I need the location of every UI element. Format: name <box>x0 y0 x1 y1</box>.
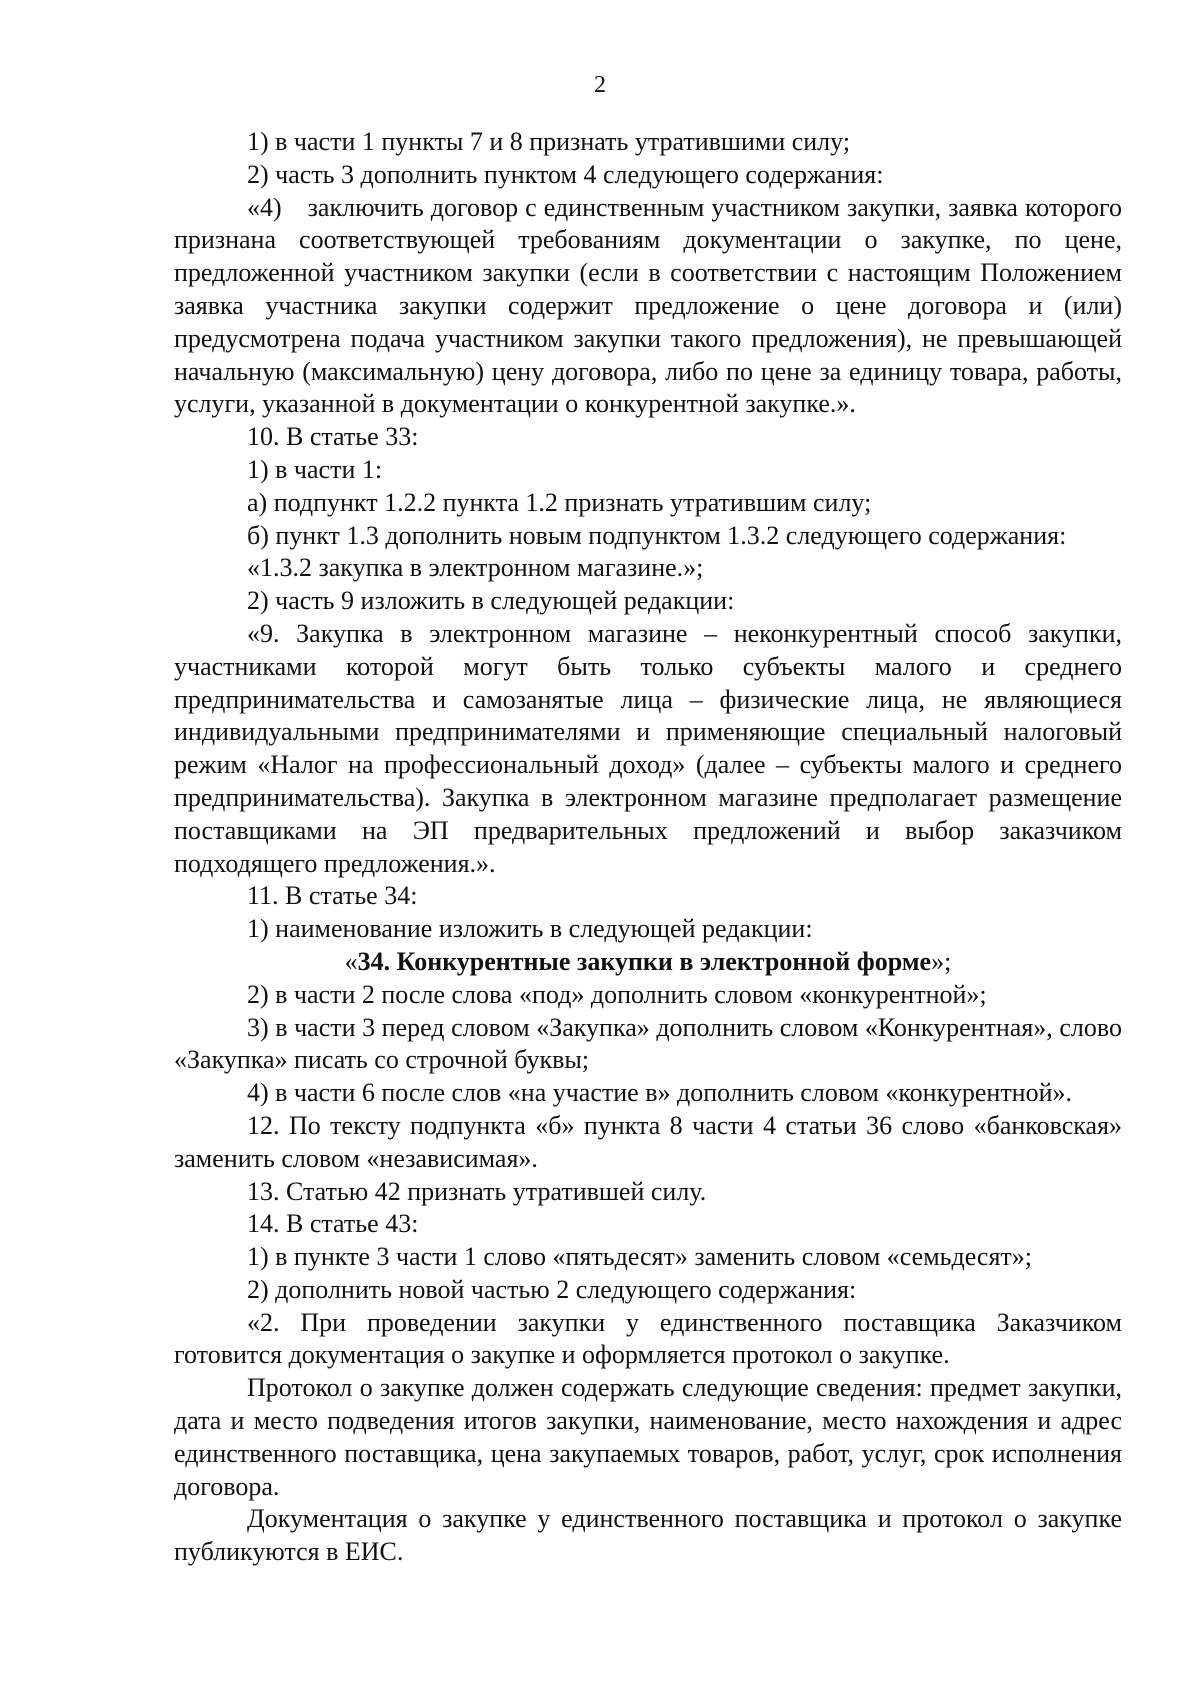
paragraph-7: б) пункт 1.3 дополнить новым подпунктом 1.3.2 следующего содержания: <box>247 520 1067 550</box>
paragraph-23: Документация о закупке у единственного поставщика и протокол о закупке публикуются в ЕИС. <box>174 1504 1122 1567</box>
article-heading <box>174 946 1122 979</box>
page-number: 2 <box>594 72 606 98</box>
document-body <box>174 126 1122 1569</box>
paragraph-1: 1) в части 1 пункты 7 и 8 признать утратившими силу; <box>247 127 851 156</box>
paragraph-5: 1) в части 1: <box>247 454 383 484</box>
paragraph-13: 2) в части 2 после слова «под» дополнить словом «конкурентной»; <box>247 979 987 1009</box>
paragraph-12: 1) наименование изложить в следующей редакции: <box>247 914 813 944</box>
paragraph-6: а) подпункт 1.2.2 пункта 1.2 признать утратившим силу; <box>247 487 872 517</box>
paragraph-9: 2) часть 9 изложить в следующей редакции: <box>247 586 735 616</box>
heading-title: 34. Конкурентные закупки в электронной форме <box>357 946 932 976</box>
paragraph-18: 14. В статье 43: <box>247 1209 419 1239</box>
heading-close: »; <box>931 946 952 976</box>
paragraph-11: 11. В статье 34: <box>247 881 418 911</box>
paragraph-15: 4) в части 6 после слов «на участие в» дополнить словом «конкурентной». <box>247 1078 1073 1108</box>
paragraph-22: Протокол о закупке должен содержать следующие сведения: предмет закупки, дата и место подведения итогов закупки, наименование, место нахождения и адрес единственного поставщика, цена закупаемых товаров, работ, услуг, срок исполнения договора. <box>174 1373 1122 1501</box>
paragraph-14: 3) в части 3 перед словом «Закупка» дополнить словом «Конкурентная», слово «Закупка» писать со строчной буквы; <box>174 1012 1122 1075</box>
paragraph-8: «1.3.2 закупка в электронном магазине.»; <box>247 553 704 583</box>
paragraph-3: «4) заключить договор с единственным участником закупки, заявка которого признана соответствующей требованиям документации о закупке, по цене, предложенной участником закупки (если в соответствии с настоящим Положением заявка участника закупки содержит предложение о цене договора и (или) предусмотрена подача участником закупки такого предложения), не превышающей начальную (максимальную) цену договора, либо по цене за единицу товара, работы, услуги, указанной в документации о конкурентной закупке.». <box>174 192 1122 419</box>
paragraph-10: «9. Закупка в электронном магазине – неконкурентный способ закупки, участниками которой могут быть только субъекты малого и среднего предпринимательства и самозанятые лица – физические лица, не являющиеся индивидуальными предпринимателями и применяющие специальный налоговый режим «Налог на профессиональный доход» (далее – субъекты малого и среднего предпринимательства). Закупка в электронном магазине предполагает размещение поставщиками на ЭП предварительных предложений и выбор заказчиком подходящего предложения.». <box>174 618 1122 878</box>
paragraph-19: 1) в пункте 3 части 1 слово «пятьдесят» заменить словом «семьдесят»; <box>247 1242 1033 1272</box>
paragraph-4: 10. В статье 33: <box>247 422 419 452</box>
paragraph-21: «2. При проведении закупки у единственного поставщика Заказчиком готовится документация о закупке и оформляется протокол о закупке. <box>174 1307 1122 1370</box>
paragraph-20: 2) дополнить новой частью 2 следующего содержания: <box>247 1274 857 1304</box>
paragraph-16: 12. По тексту подпункта «б» пункта 8 части 4 статьи 36 слово «банковская» заменить словом «независимая». <box>174 1110 1122 1173</box>
heading-open-quote: « <box>344 946 358 976</box>
paragraph-2: 2) часть 3 дополнить пунктом 4 следующего содержания: <box>247 159 884 189</box>
paragraph-17: 13. Статью 42 признать утратившей силу. <box>247 1176 707 1206</box>
